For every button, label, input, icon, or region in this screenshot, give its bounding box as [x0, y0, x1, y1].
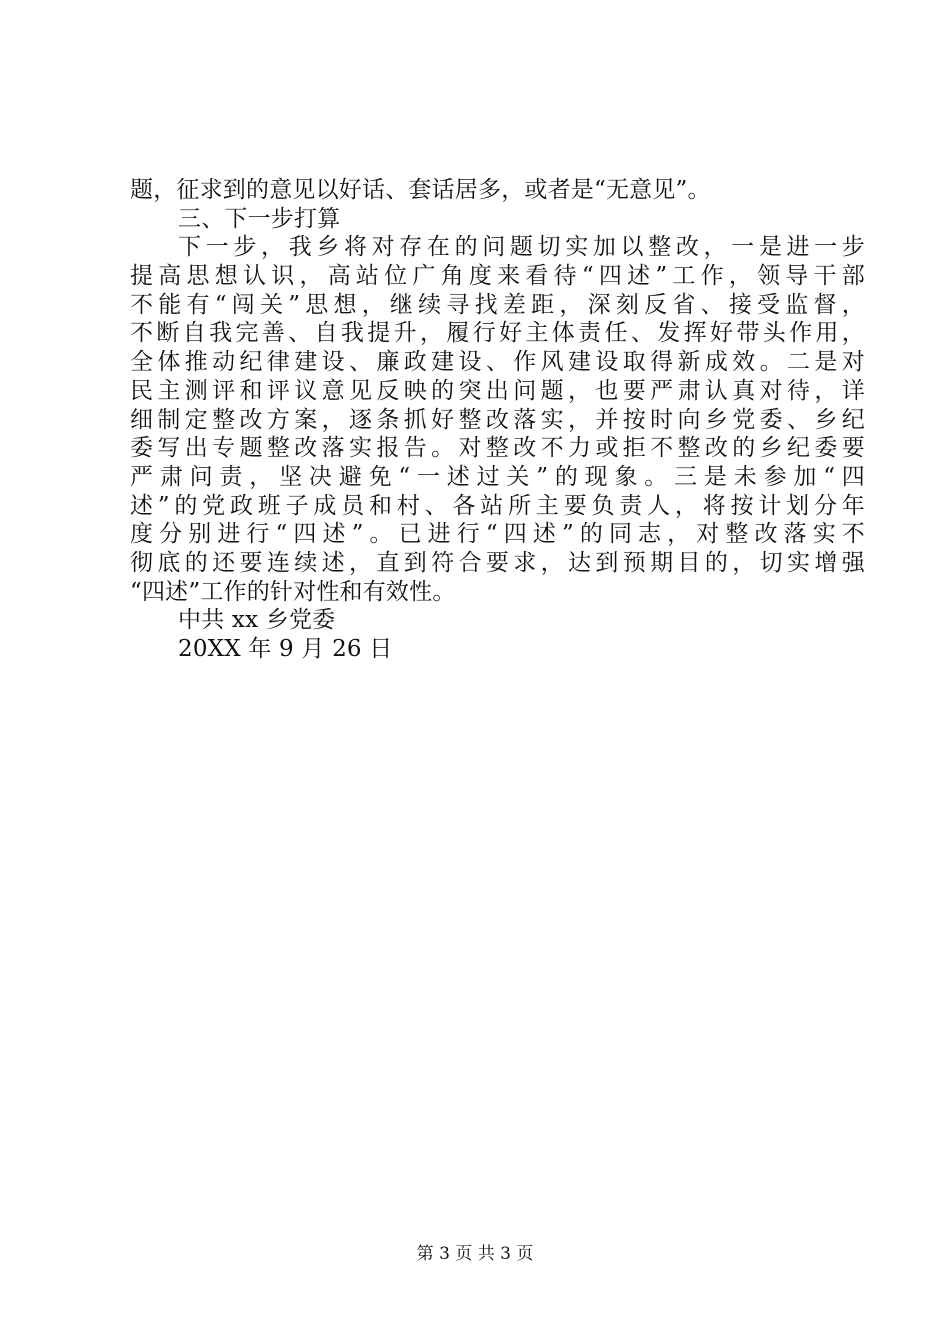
- paragraph-line: 述”的党政班子成员和村、各站所主要负责人，将按计划分年: [130, 492, 865, 519]
- paragraph-line: 不断自我完善、自我提升，履行好主体责任、发挥好带头作用，: [130, 320, 865, 347]
- paragraph-line: 细制定整改方案，逐条抓好整改落实，并按时向乡党委、乡纪: [130, 406, 865, 433]
- page-number-footer: 第 3 页 共 3 页: [416, 1244, 534, 1264]
- signature-organization: 中共 xx 乡党委: [178, 607, 336, 634]
- paragraph-line: 下一步，我乡将对存在的问题切实加以整改，一是进一步: [178, 234, 865, 261]
- paragraph-line: 提高思想认识，高站位广角度来看待“四述”工作，领导干部: [130, 263, 865, 290]
- paragraph-line: 题，征求到的意见以好话、套话居多，或者是“无意见”。: [130, 177, 711, 203]
- paragraph-line: “四述”工作的针对性和有效性。: [130, 578, 456, 605]
- document-body: [130, 176, 865, 664]
- paragraph-line: 民主测评和评议意见反映的突出问题，也要严肃认真对待，详: [130, 377, 865, 404]
- paragraph-line: 委写出专题整改落实报告。对整改不力或拒不整改的乡纪委要: [130, 435, 865, 462]
- paragraph-line: 不能有“闯关”思想，继续寻找差距，深刻反省、接受监督，: [130, 291, 865, 318]
- signature-date: 20XX 年 9 月 26 日: [178, 636, 393, 662]
- section-heading: 三、下一步打算: [178, 205, 341, 232]
- paragraph-line: 全体推动纪律建设、廉政建设、作风建设取得新成效。二是对: [130, 349, 865, 376]
- paragraph-line: 度分别进行“四述”。已进行“四述”的同志，对整改落实不: [130, 521, 865, 548]
- paragraph-line: 彻底的还要连续述，直到符合要求，达到预期目的，切实增强: [130, 549, 865, 576]
- paragraph-line: 严肃问责，坚决避免“一述过关”的现象。三是未参加“四: [130, 463, 865, 490]
